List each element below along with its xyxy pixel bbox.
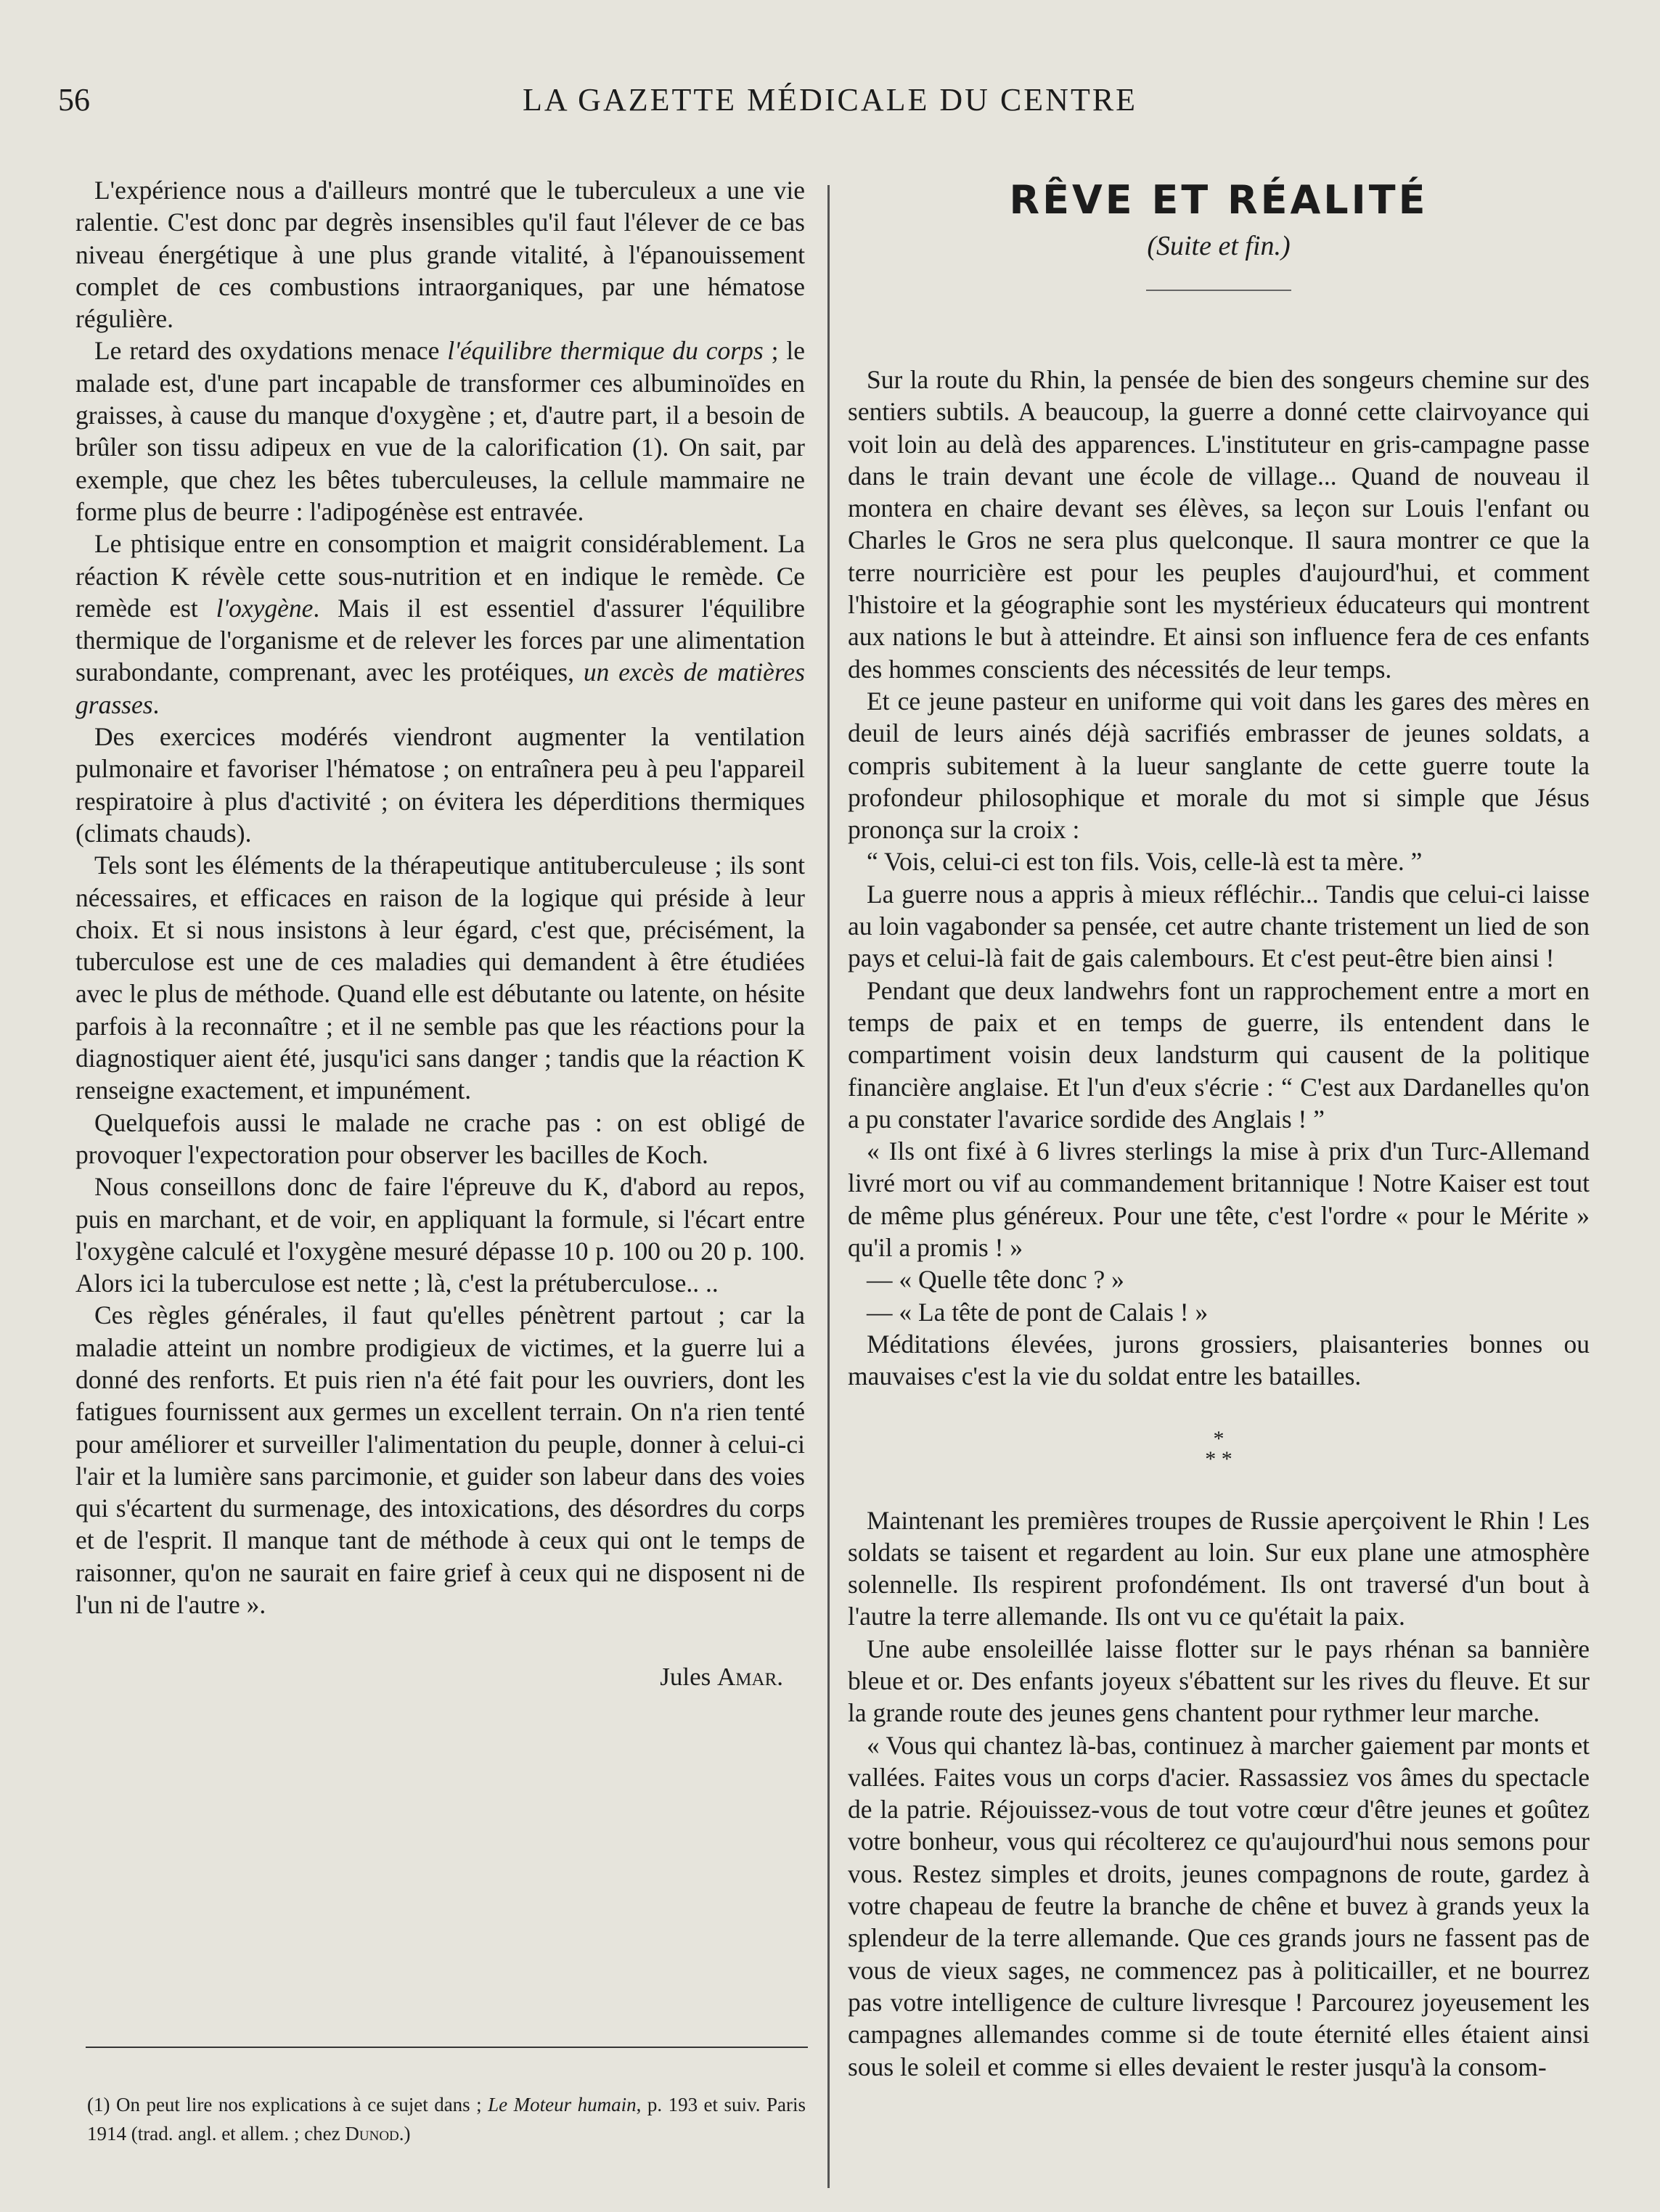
section-break: * * * — [1205, 1426, 1232, 1471]
article-subtitle: (Suite et fin.) — [1147, 231, 1291, 261]
footnote: (1) On peut lire nos explications à ce sujet dans ; Le Moteur humain, p. 193 et suiv. Paris 1914 (trad. angl. et allem. ; chez Dunod.) — [87, 2094, 806, 2145]
left-column — [75, 174, 805, 1692]
paragraph: Quelquefois aussi le malade ne crache pas : on est obligé de provoquer l'expectoration pour observer les bacilles de Koch. — [75, 1107, 805, 1169]
paragraph: Tels sont les éléments de la thérapeutique antituberculeuse ; ils sont nécessaires, et efficaces en raison de la logique qui préside à leur choix. Et si nous insistons à leur égard, c'est que, précisément, la tuberculose est une de ces maladies qui demandent à être étudiées avec le plus de méthode. Quand elle est débutante ou latente, on hésite parfois à la reconnaître ; et il ne semble pas que les réactions pour la diagnostiquer aient été, jusqu'ici sans danger ; tandis que la réaction K renseigne exactement, et impunément. — [75, 851, 805, 1105]
running-title: LA GAZETTE MÉDICALE DU CENTRE — [522, 82, 1138, 118]
emphasis: l'oxygène — [216, 593, 314, 623]
page-number: 56 — [58, 82, 90, 118]
emphasis: l'équilibre thermique du corps — [447, 336, 764, 366]
right-column — [848, 174, 1590, 2083]
paragraph: Nous conseillons donc de faire l'épreuve du K, d'abord au repos, puis en marchant, et de voir, en appliquant la formule, si l'écart entre l'oxygène calculé et l'oxygène mesuré dépasse 10 p. 100 ou 20 p. 100. Alors ici la tuberculose est nette ; là, c'est la prétuberculose.. .. — [75, 1172, 805, 1298]
paragraph: « Ils ont fixé à 6 livres sterlings la mise à prix d'un Turc-Allemand livré mort ou vif au commandement britannique ! Notre Kaiser est tout de même plus généreux. Pour une tête, c'est l'ordre « pour le Mérite » qu'il a promis ! » — [848, 1136, 1590, 1263]
paragraph: Sur la route du Rhin, la pensée de bien des songeurs chemine sur des sentiers subtils. A beaucoup, la guerre a donné cette clairvoyance qui voit loin au delà des apparences. L'instituteur en gris-campagne passe dans le train devant une école de village... Quand de nouveau il montera en chaire devant ses élèves, sa leçon sur Louis l'enfant ou Charles le Gros ne sera plus quelconque. Il saura montrer ce que la terre nourricière est pour les peuples d'aujourd'hui, et comment l'histoire et la géographie sont les mystérieux éducateurs qui montrent aux nations le but à atteindre. Et ainsi son influence fera de ces enfants des hommes conscients des nécessités de leur temps. — [848, 365, 1590, 684]
paragraph: Ces règles générales, il faut qu'elles pénètrent partout ; car la maladie atteint un nombre prodigieux de victimes, et la guerre lui a donné des renforts. Et puis rien n'a été fait pour les ouvriers, dont les fatigues fournissent aux germes un excellent terrain. On n'a rien tenté pour améliorer et surveiller l'alimentation du peuple, donner à celui-ci l'air et la lumière sans parcimonie, et guider son labeur dans des voies qui s'écartent du surmenage, des intoxications, des désordres du corps et de l'esprit. Il manque tant de méthode à ceux qui ont le temps de raisonner, qu'on ne saurait en faire grief à ceux qui ne disposent ni de l'un ni de l'autre ». — [75, 1300, 805, 1620]
paragraph: Méditations élevées, jurons grossiers, plaisanteries bonnes ou mauvaises c'est la vie du soldat entre les batailles. — [848, 1329, 1590, 1391]
paragraph: Le phtisique entre en consomption et maigrit considérablement. La réaction K révèle cette sous-nutrition et en indique le remède. Ce remède est l'oxygène. Mais il est essentiel d'assurer l'équilibre thermique de l'organisme et de relever les forces par une alimentation surabondante, comprenant, avec les protéiques, un excès de matières grasses. — [75, 529, 806, 719]
author-signature: Jules Amar. — [660, 1663, 783, 1692]
paragraph: « Vous qui chantez là-bas, continuez à marcher gaiement par monts et vallées. Faites vous un corps d'acier. Rassassiez vos âmes du spectacle de la patrie. Réjouissez-vous de tout votre cœur d'être jeunes et goûtez votre bonheur, vous qui récolterez ce qu'aujourd'hui nous semons pour vous. Restez simples et droits, jeunes compagnons de route, gardez à votre chapeau de feutre la branche de chêne et buvez à grands yeux la splendeur de la terre allemande. Que ces grands jours ne fassent pas de vous de vieux sages, ne commencez pas à politicailler, et ne bourrez pas votre intelligence de culture livresque ! Parcourez joyeusement les campagnes allemandes comme si de toute éternité elles étaient ainsi sous le soleil et comme si elles devaient le rester jusqu'à la consom- — [848, 1730, 1590, 2081]
column-divider — [827, 185, 830, 2188]
paragraph: Et ce jeune pasteur en uniforme qui voit dans les gares des mères en deuil de leurs ainés déjà sacrifiés embrasser de jeunes soldats, a compris subitement à la lueur sanglante de cette guerre toute la profondeur philosophique et morale du mot si simple que Jésus prononça sur la croix : — [848, 686, 1590, 845]
paragraph: La guerre nous a appris à mieux réfléchir... Tandis que celui-ci laisse au loin vagabonder sa pensée, cet autre chante tristement un lied de son pays et celui-là fait de gais calembours. Et c'est peut-être bien ainsi ! — [848, 879, 1590, 973]
paragraph: — « La tête de pont de Calais ! » — [867, 1297, 1209, 1327]
paragraph: — « Quelle tête donc ? » — [867, 1265, 1124, 1295]
paragraph: Pendant que deux landwehrs font un rapprochement entre a mort en temps de paix et en temps de guerre, ils entendent dans le compartiment voisin deux landsturm qui causent de la politique financière anglaise. Et l'un d'eux s'écrie : “ C'est aux Dardanelles qu'on a pu constater l'avarice sordide des Anglais ! ” — [848, 975, 1590, 1134]
footnote-rule — [86, 2047, 808, 2048]
paragraph: Une aube ensoleillée laisse flotter sur le pays rhénan sa bannière bleue et or. Des enfants joyeux s'ébattent sur les rives du fleuve. Et sur la grande route des jeunes gens chantent pour rythmer leur marche. — [848, 1634, 1590, 1728]
paragraph: Le retard des oxydations menace l'équilibre thermique du corps ; le malade est, d'une part incapable de transformer ces albuminoïdes en graisses, à cause du manque d'oxygène ; et, d'autre part, il a besoin de brûler son tissu adipeux en vue de la calorification (1). On sait, par exemple, que chez les bêtes tuberculeuses, la cellule mammaire ne forme plus de beurre : l'adipogénèse est entravée. — [75, 336, 805, 526]
emphasis: un excès de matières grasses — [75, 658, 806, 719]
paragraph: Des exercices modérés viendront augmenter la ventilation pulmonaire et favoriser l'hématose ; on entraînera peu à peu l'appareil respiratoire à plus d'activité ; on évitera les déperditions thermiques (climats chauds). — [75, 722, 805, 848]
article-title: RÊVE ET RÉALITÉ — [1009, 177, 1428, 223]
page-header — [58, 81, 1602, 125]
paragraph: “ Vois, celui-ci est ton fils. Vois, celle-là est ta mère. ” — [867, 847, 1423, 877]
paragraph: L'expérience nous a d'ailleurs montré que le tuberculeux a une vie ralentie. C'est donc par degrès insensibles qu'il faut l'élever de ce bas niveau énergétique à une plus grande vitalité, à l'épanouissement complet de ces combustions intraorganiques, par une hématose régulière. — [75, 176, 805, 334]
paragraph: Maintenant les premières troupes de Russie aperçoivent le Rhin ! Les soldats se taisent et regardent au loin. Sur eux plane une atmosphère solennelle. Ils respirent profondément. Ils ont traversé d'un bout à l'autre la terre allemande. Ils ont vu ce qu'était la paix. — [848, 1505, 1590, 1631]
